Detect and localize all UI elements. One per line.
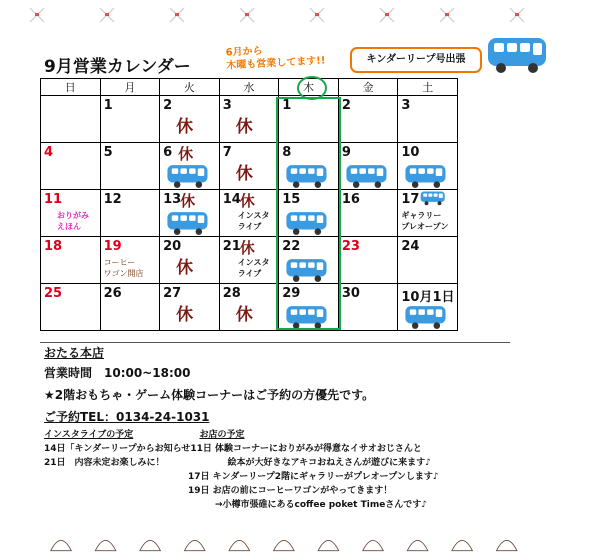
calendar-day-cell xyxy=(100,96,160,143)
calendar-day-cell xyxy=(160,143,220,190)
day-number: 28 xyxy=(222,286,241,301)
weekday-fri: 金 xyxy=(338,79,398,96)
calendar-day-cell xyxy=(100,237,160,284)
calendar-day-cell xyxy=(338,237,398,284)
day-number: 5 xyxy=(103,145,113,160)
bus-icon xyxy=(420,190,446,210)
calendar-day-cell xyxy=(338,284,398,331)
day-number: 24 xyxy=(401,239,420,254)
insta-schedule-header: インスタライブの予定 xyxy=(44,430,134,440)
calendar-day-cell xyxy=(41,237,101,284)
reservation-notice: ★2階おもちゃ・ゲーム体験コーナーはご予約の方優先です。 xyxy=(44,388,375,402)
day-number: 2 xyxy=(163,98,173,113)
chestnut-decoration xyxy=(0,525,590,555)
weekday-wed: 水 xyxy=(219,79,279,96)
schedule-section xyxy=(44,428,439,512)
day-number: 19 xyxy=(103,239,122,254)
schedule-row: 14日「キンダーリープからお知らせ11日 体験コーナーにおりがみが得意なイサオおじさんと xyxy=(44,444,422,454)
day-number: 14 xyxy=(222,192,241,207)
day-number: 17 xyxy=(401,192,420,207)
day-number: 15 xyxy=(282,192,301,207)
day-number: 8 xyxy=(282,145,292,160)
bus-icon xyxy=(166,210,210,240)
calendar-day-cell xyxy=(160,190,220,237)
day-number: 25 xyxy=(44,286,63,301)
day-number: 9 xyxy=(341,145,351,160)
calendar-day-cell xyxy=(219,190,279,237)
closed-day-mark: 休 xyxy=(235,305,253,325)
calendar-week-row xyxy=(41,143,458,190)
day-number: 13 xyxy=(163,192,182,207)
weekday-sat: 土 xyxy=(398,79,458,96)
reservation-tel: ご予約TEL：0134-24-1031 xyxy=(44,410,210,424)
day-note: おりがみ えほん xyxy=(57,211,89,231)
closed-day-mark: 休 xyxy=(235,164,253,184)
day-note: インスタ ライブ xyxy=(237,211,270,231)
day-number: 29 xyxy=(282,286,301,301)
day-number: 2 xyxy=(341,98,351,113)
thursday-open-notice: 6月から 木曜も営業してます!! xyxy=(225,45,326,72)
calendar-grid xyxy=(40,78,458,331)
bus-icon xyxy=(486,34,550,76)
day-number: 18 xyxy=(44,239,63,254)
day-number: 1 xyxy=(282,98,292,113)
day-number: 7 xyxy=(222,145,232,160)
section-divider xyxy=(40,342,510,343)
calendar-day-cell xyxy=(160,284,220,331)
schedule-row: 17日 キンダーリープ2階にギャラリーがプレオープンします♪ xyxy=(44,472,439,482)
day-number: 30 xyxy=(341,286,360,301)
day-number: 23 xyxy=(341,239,360,254)
calendar-day-cell xyxy=(41,190,101,237)
weekday-thu: 木 xyxy=(279,79,339,96)
weekday-sun: 日 xyxy=(41,79,101,96)
calendar-day-cell xyxy=(219,143,279,190)
calendar-day-cell xyxy=(160,96,220,143)
calendar-day-cell xyxy=(338,143,398,190)
day-number: 22 xyxy=(282,239,301,254)
calendar-day-cell xyxy=(160,237,220,284)
calendar-week-row xyxy=(41,190,458,237)
closed-day-mark: 休 xyxy=(239,239,255,257)
thursday-highlight-column xyxy=(276,97,341,330)
day-number: 26 xyxy=(103,286,122,301)
calendar-day-cell xyxy=(398,284,458,331)
day-number: 1 xyxy=(103,98,113,113)
calendar-day-cell xyxy=(41,284,101,331)
day-number: 16 xyxy=(341,192,360,207)
day-number: 6 xyxy=(163,145,173,160)
schedule-row: →小樽市張碓にあるcoffee poket Timeさんです♪ xyxy=(44,500,428,510)
calendar-day-cell xyxy=(398,190,458,237)
calendar-day-cell xyxy=(338,96,398,143)
weekday-header-row xyxy=(41,79,458,96)
bus-icon xyxy=(404,163,448,193)
day-number: 4 xyxy=(44,145,54,160)
top-ribbon-decoration xyxy=(0,0,590,30)
bus-icon xyxy=(166,163,210,193)
day-number: 20 xyxy=(163,239,182,254)
closed-day-mark: 休 xyxy=(178,145,194,163)
day-number: 12 xyxy=(103,192,122,207)
closed-day-mark: 休 xyxy=(180,192,196,210)
day-note: ギャラリー プレオープン xyxy=(401,211,449,231)
closed-day-mark: 休 xyxy=(176,258,194,278)
shop-schedule-header: お店の予定 xyxy=(199,430,245,440)
day-note: インスタ ライブ xyxy=(237,258,270,278)
day-number: 10 xyxy=(401,145,420,160)
weekday-tue: 火 xyxy=(160,79,220,96)
closed-day-mark: 休 xyxy=(239,192,255,210)
schedule-row: 19日 お店の前にコーヒーワゴンがやってきます！ xyxy=(44,486,393,496)
calendar-day-cell xyxy=(100,143,160,190)
calendar-day-cell xyxy=(100,284,160,331)
bus-icon xyxy=(345,163,389,193)
calendar-day-cell xyxy=(398,96,458,143)
calendar-title: 9月営業カレンダー xyxy=(44,57,191,77)
calendar-day-cell xyxy=(100,190,160,237)
calendar-day-cell xyxy=(398,237,458,284)
business-hours: 営業時間 10:00~18:00 xyxy=(44,366,191,380)
calendar-day-cell xyxy=(41,96,101,143)
day-number: 3 xyxy=(401,98,411,113)
calendar-day-cell xyxy=(219,96,279,143)
bus-icon xyxy=(404,304,448,334)
calendar-day-cell xyxy=(219,284,279,331)
calendar-day-cell xyxy=(398,143,458,190)
day-number: 21 xyxy=(222,239,241,254)
closed-day-mark: 休 xyxy=(176,305,194,325)
day-number: 11 xyxy=(44,192,63,207)
day-number: 27 xyxy=(163,286,182,301)
closed-day-mark: 休 xyxy=(235,117,253,137)
kinder-leap-truck-label: キンダーリープ号出張 xyxy=(350,47,482,73)
day-number: 10月1日 xyxy=(401,290,455,305)
weekday-mon: 月 xyxy=(100,79,160,96)
closed-day-mark: 休 xyxy=(176,117,194,137)
calendar-day-cell xyxy=(219,237,279,284)
calendar-week-row xyxy=(41,96,458,143)
schedule-row: 21日 内容未定お楽しみに！ 絵本が大好きなアキコおねえさんが遊びに来ます♪ xyxy=(44,458,431,468)
calendar-week-row xyxy=(41,237,458,284)
calendar-day-cell xyxy=(41,143,101,190)
day-number: 3 xyxy=(222,98,232,113)
calendar-week-row xyxy=(41,284,458,331)
calendar-day-cell xyxy=(338,190,398,237)
day-note: コーヒー ワゴン開店 xyxy=(103,258,144,278)
store-name: おたる本店 xyxy=(44,346,105,360)
